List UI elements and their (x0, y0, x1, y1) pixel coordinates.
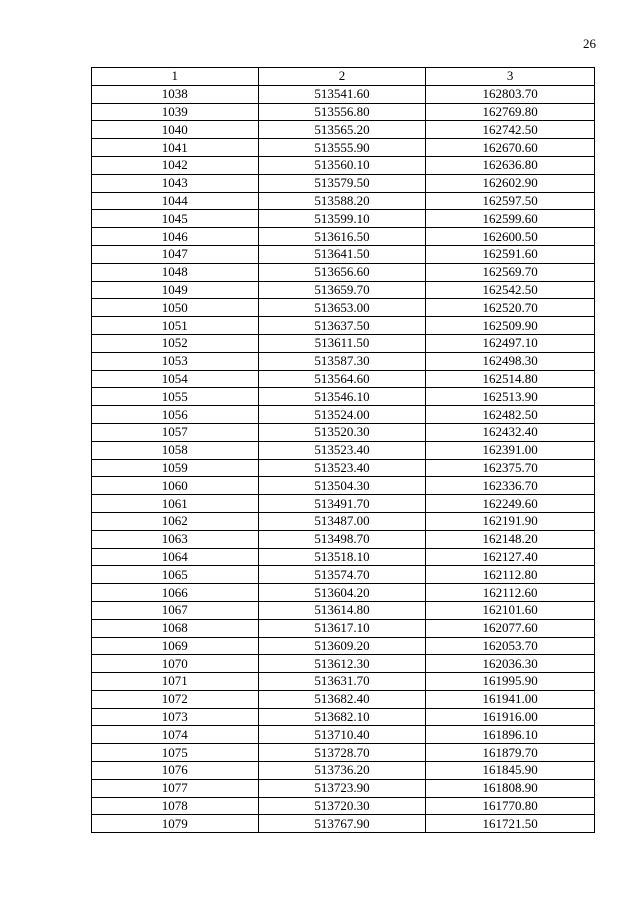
y-coordinate-cell: 162127.40 (426, 548, 595, 566)
y-coordinate-cell: 162597.50 (426, 192, 595, 210)
table-row (92, 281, 595, 299)
point-number-cell: 1045 (92, 210, 259, 228)
y-coordinate-cell: 162375.70 (426, 459, 595, 477)
y-coordinate-cell: 162391.00 (426, 441, 595, 459)
point-number-cell: 1075 (92, 744, 259, 762)
point-number-cell: 1040 (92, 121, 259, 139)
x-coordinate-cell: 513720.30 (258, 797, 426, 815)
point-number-cell: 1039 (92, 103, 259, 121)
y-coordinate-cell: 161995.90 (426, 673, 595, 691)
y-coordinate-cell: 162112.80 (426, 566, 595, 584)
y-coordinate-cell: 161845.90 (426, 762, 595, 780)
table-row (92, 762, 595, 780)
y-coordinate-cell: 162520.70 (426, 299, 595, 317)
table-row (92, 779, 595, 797)
point-number-cell: 1056 (92, 406, 259, 424)
x-coordinate-cell: 513556.80 (258, 103, 426, 121)
table-row (92, 441, 595, 459)
table-row (92, 423, 595, 441)
page-number: 26 (583, 36, 596, 51)
x-coordinate-cell: 513504.30 (258, 477, 426, 495)
x-coordinate-cell: 513523.40 (258, 459, 426, 477)
table-row (92, 815, 595, 833)
y-coordinate-cell: 162432.40 (426, 423, 595, 441)
table-row (92, 210, 595, 228)
table-row (92, 495, 595, 513)
table-row (92, 156, 595, 174)
point-number-cell: 1060 (92, 477, 259, 495)
point-number-cell: 1055 (92, 388, 259, 406)
point-number-cell: 1063 (92, 530, 259, 548)
x-coordinate-cell: 513518.10 (258, 548, 426, 566)
x-coordinate-cell: 513520.30 (258, 423, 426, 441)
table-header-row (92, 68, 595, 86)
x-coordinate-cell: 513555.90 (258, 139, 426, 157)
point-number-cell: 1051 (92, 317, 259, 335)
y-coordinate-cell: 162036.30 (426, 655, 595, 673)
table-row (92, 459, 595, 477)
table-row (92, 370, 595, 388)
point-number-cell: 1073 (92, 708, 259, 726)
y-coordinate-cell: 162336.70 (426, 477, 595, 495)
column-header-1: 1 (92, 68, 259, 86)
table-row (92, 477, 595, 495)
point-number-cell: 1041 (92, 139, 259, 157)
column-header-3: 3 (426, 68, 595, 86)
table-row (92, 619, 595, 637)
point-number-cell: 1071 (92, 673, 259, 691)
x-coordinate-cell: 513587.30 (258, 352, 426, 370)
y-coordinate-cell: 161896.10 (426, 726, 595, 744)
point-number-cell: 1078 (92, 797, 259, 815)
point-number-cell: 1057 (92, 423, 259, 441)
table-row (92, 797, 595, 815)
y-coordinate-cell: 162602.90 (426, 174, 595, 192)
y-coordinate-cell: 162769.80 (426, 103, 595, 121)
table-row (92, 299, 595, 317)
point-number-cell: 1064 (92, 548, 259, 566)
table-row (92, 726, 595, 744)
x-coordinate-cell: 513723.90 (258, 779, 426, 797)
table-row (92, 334, 595, 352)
point-number-cell: 1068 (92, 619, 259, 637)
point-number-cell: 1062 (92, 512, 259, 530)
y-coordinate-cell: 162591.60 (426, 245, 595, 263)
y-coordinate-cell: 162148.20 (426, 530, 595, 548)
y-coordinate-cell: 162670.60 (426, 139, 595, 157)
x-coordinate-cell: 513767.90 (258, 815, 426, 833)
x-coordinate-cell: 513604.20 (258, 584, 426, 602)
point-number-cell: 1079 (92, 815, 259, 833)
x-coordinate-cell: 513682.40 (258, 690, 426, 708)
table-row (92, 673, 595, 691)
point-number-cell: 1050 (92, 299, 259, 317)
x-coordinate-cell: 513565.20 (258, 121, 426, 139)
column-header-2: 2 (258, 68, 426, 86)
x-coordinate-cell: 513523.40 (258, 441, 426, 459)
table-row (92, 317, 595, 335)
x-coordinate-cell: 513682.10 (258, 708, 426, 726)
y-coordinate-cell: 162191.90 (426, 512, 595, 530)
y-coordinate-cell: 162053.70 (426, 637, 595, 655)
y-coordinate-cell: 162482.50 (426, 406, 595, 424)
x-coordinate-cell: 513614.80 (258, 601, 426, 619)
x-coordinate-cell: 513631.70 (258, 673, 426, 691)
y-coordinate-cell: 162600.50 (426, 228, 595, 246)
point-number-cell: 1047 (92, 245, 259, 263)
x-coordinate-cell: 513641.50 (258, 245, 426, 263)
x-coordinate-cell: 513560.10 (258, 156, 426, 174)
point-number-cell: 1072 (92, 690, 259, 708)
table-row (92, 530, 595, 548)
point-number-cell: 1065 (92, 566, 259, 584)
y-coordinate-cell: 161941.00 (426, 690, 595, 708)
table-row (92, 655, 595, 673)
x-coordinate-cell: 513574.70 (258, 566, 426, 584)
table-body (92, 85, 595, 832)
point-number-cell: 1046 (92, 228, 259, 246)
point-number-cell: 1038 (92, 85, 259, 103)
y-coordinate-cell: 162742.50 (426, 121, 595, 139)
point-number-cell: 1069 (92, 637, 259, 655)
x-coordinate-cell: 513653.00 (258, 299, 426, 317)
y-coordinate-cell: 162636.80 (426, 156, 595, 174)
x-coordinate-cell: 513541.60 (258, 85, 426, 103)
x-coordinate-cell: 513524.00 (258, 406, 426, 424)
table-row (92, 228, 595, 246)
y-coordinate-cell: 162542.50 (426, 281, 595, 299)
y-coordinate-cell: 161916.00 (426, 708, 595, 726)
table-row (92, 139, 595, 157)
table-row (92, 566, 595, 584)
table-row (92, 406, 595, 424)
y-coordinate-cell: 162497.10 (426, 334, 595, 352)
x-coordinate-cell: 513609.20 (258, 637, 426, 655)
x-coordinate-cell: 513546.10 (258, 388, 426, 406)
y-coordinate-cell: 161808.90 (426, 779, 595, 797)
x-coordinate-cell: 513616.50 (258, 228, 426, 246)
point-number-cell: 1058 (92, 441, 259, 459)
point-number-cell: 1052 (92, 334, 259, 352)
y-coordinate-cell: 162513.90 (426, 388, 595, 406)
y-coordinate-cell: 162599.60 (426, 210, 595, 228)
table-row (92, 103, 595, 121)
point-number-cell: 1067 (92, 601, 259, 619)
y-coordinate-cell: 161721.50 (426, 815, 595, 833)
table-row (92, 388, 595, 406)
point-number-cell: 1070 (92, 655, 259, 673)
x-coordinate-cell: 513637.50 (258, 317, 426, 335)
y-coordinate-cell: 161770.80 (426, 797, 595, 815)
table-row (92, 192, 595, 210)
y-coordinate-cell: 162509.90 (426, 317, 595, 335)
point-number-cell: 1061 (92, 495, 259, 513)
point-number-cell: 1059 (92, 459, 259, 477)
point-number-cell: 1049 (92, 281, 259, 299)
x-coordinate-cell: 513611.50 (258, 334, 426, 352)
x-coordinate-cell: 513498.70 (258, 530, 426, 548)
x-coordinate-cell: 513487.00 (258, 512, 426, 530)
y-coordinate-cell: 162077.60 (426, 619, 595, 637)
x-coordinate-cell: 513710.40 (258, 726, 426, 744)
table-row (92, 245, 595, 263)
point-number-cell: 1044 (92, 192, 259, 210)
x-coordinate-cell: 513612.30 (258, 655, 426, 673)
point-number-cell: 1043 (92, 174, 259, 192)
coordinates-table (91, 67, 595, 833)
table-row (92, 548, 595, 566)
y-coordinate-cell: 162514.80 (426, 370, 595, 388)
x-coordinate-cell: 513588.20 (258, 192, 426, 210)
x-coordinate-cell: 513659.70 (258, 281, 426, 299)
point-number-cell: 1048 (92, 263, 259, 281)
table-row (92, 512, 595, 530)
table-row (92, 690, 595, 708)
point-number-cell: 1042 (92, 156, 259, 174)
x-coordinate-cell: 513617.10 (258, 619, 426, 637)
table-row (92, 637, 595, 655)
point-number-cell: 1066 (92, 584, 259, 602)
y-coordinate-cell: 162498.30 (426, 352, 595, 370)
y-coordinate-cell: 162569.70 (426, 263, 595, 281)
x-coordinate-cell: 513599.10 (258, 210, 426, 228)
table-row (92, 263, 595, 281)
table-row (92, 584, 595, 602)
x-coordinate-cell: 513736.20 (258, 762, 426, 780)
point-number-cell: 1074 (92, 726, 259, 744)
point-number-cell: 1053 (92, 352, 259, 370)
table-row (92, 174, 595, 192)
point-number-cell: 1076 (92, 762, 259, 780)
y-coordinate-cell: 162803.70 (426, 85, 595, 103)
point-number-cell: 1077 (92, 779, 259, 797)
table-row (92, 85, 595, 103)
x-coordinate-cell: 513579.50 (258, 174, 426, 192)
y-coordinate-cell: 162101.60 (426, 601, 595, 619)
y-coordinate-cell: 161879.70 (426, 744, 595, 762)
y-coordinate-cell: 162112.60 (426, 584, 595, 602)
table-row (92, 744, 595, 762)
point-number-cell: 1054 (92, 370, 259, 388)
x-coordinate-cell: 513564.60 (258, 370, 426, 388)
x-coordinate-cell: 513491.70 (258, 495, 426, 513)
table-row (92, 121, 595, 139)
table-row (92, 601, 595, 619)
table-row (92, 352, 595, 370)
table-row (92, 708, 595, 726)
x-coordinate-cell: 513728.70 (258, 744, 426, 762)
y-coordinate-cell: 162249.60 (426, 495, 595, 513)
x-coordinate-cell: 513656.60 (258, 263, 426, 281)
